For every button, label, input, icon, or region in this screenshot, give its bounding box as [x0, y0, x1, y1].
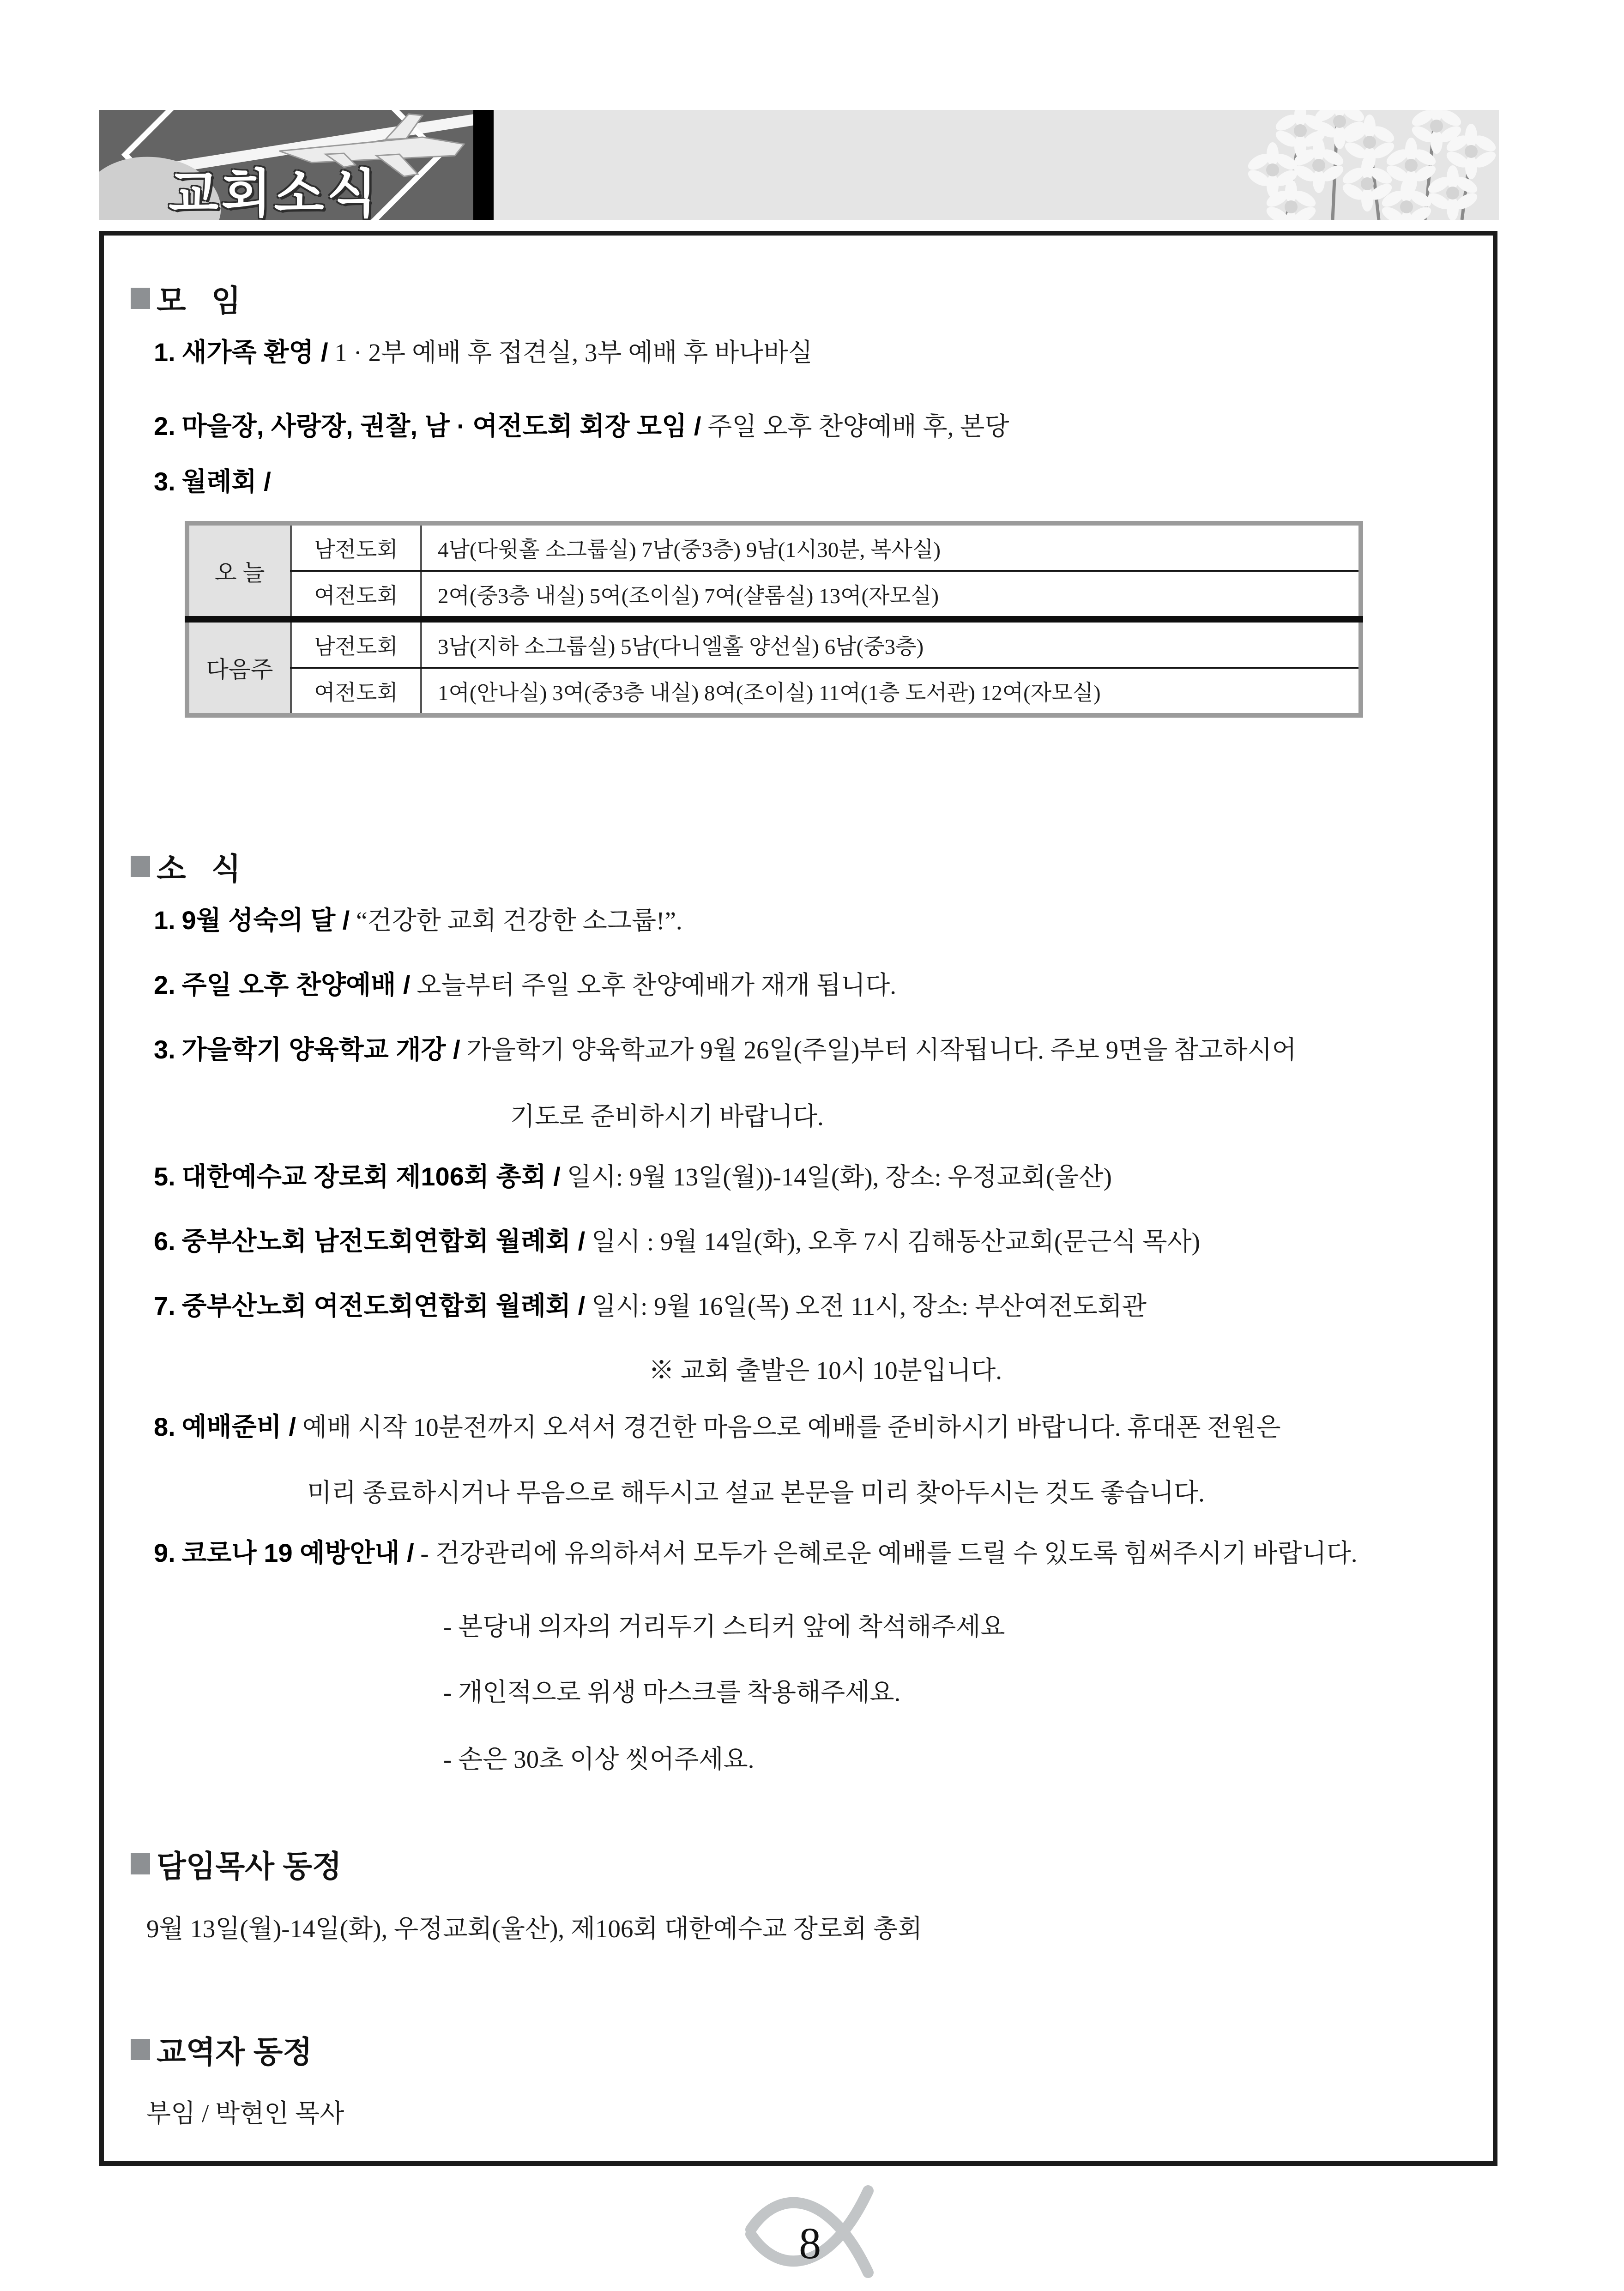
- item-number: 2.: [154, 411, 175, 441]
- item-number: 7.: [154, 1291, 175, 1320]
- item-label: 새가족 환영 /: [181, 338, 328, 367]
- item-label: 예배준비 /: [181, 1412, 296, 1441]
- news-item-7: [154, 1290, 1147, 1323]
- square-bullet-icon: [131, 288, 150, 309]
- item-label: 가을학기 양육학교 개강 /: [181, 1035, 460, 1064]
- item-text: 오늘부터 주일 오후 찬양예배가 재개 됩니다.: [417, 971, 897, 999]
- news-item-2: [154, 969, 896, 1002]
- news-item-7-note: ※ 교회 출발은 10시 10분입니다.: [649, 1356, 1002, 1384]
- header-photo: [99, 110, 473, 220]
- meeting-item-1: [154, 336, 813, 369]
- content-box: [99, 231, 1497, 2166]
- item-label: 주일 오후 찬양예배 /: [181, 970, 411, 999]
- page-banner-title: 교회소식: [169, 165, 380, 220]
- news-item-8-line2: 미리 종료하시거나 무음으로 해두시고 설교 본문을 미리 찾아두시는 것도 좋습니다.: [307, 1479, 1205, 1507]
- meeting-item-2: [154, 410, 1009, 443]
- table-period-cell: 오 늘: [187, 523, 291, 619]
- item-number: 6.: [154, 1227, 175, 1256]
- item-number: 1.: [154, 338, 175, 367]
- item-number: 1.: [154, 906, 175, 935]
- square-bullet-icon: [131, 2039, 150, 2060]
- item-text: 일시: 9월 13일(월))-14일(화), 장소: 우정교회(울산): [567, 1163, 1112, 1191]
- meeting-item-3: [154, 465, 271, 498]
- section-pastor-title: 담임목사 동정: [157, 1849, 342, 1883]
- item-number: 2.: [154, 970, 175, 999]
- page-footer: [743, 2178, 881, 2284]
- table-detail-cell: 3남(지하 소그룹실) 5남(다니엘홀 양선실) 6남(중3층): [421, 619, 1361, 668]
- square-bullet-icon: [131, 1853, 150, 1874]
- item-number: 9.: [154, 1538, 175, 1567]
- news-item-3-line2: 기도로 준비하시기 바랍니다.: [510, 1102, 824, 1130]
- news-item-9: [154, 1537, 1358, 1570]
- item-text: “건강한 교회 건강한 소그룹!”.: [356, 907, 682, 935]
- table-org-cell: 남전도회: [291, 523, 421, 571]
- table-detail-cell: 1여(안나실) 3여(중3층 내실) 8여(조이실) 11여(1층 도서관) 12여(자모실): [421, 668, 1361, 715]
- item-number: 3.: [154, 1035, 175, 1064]
- table-org-cell: 남전도회: [291, 619, 421, 668]
- item-number: 5.: [154, 1162, 175, 1191]
- news-item-9-sub-2: - 개인적으로 위생 마스크를 착용해주세요.: [443, 1678, 901, 1706]
- table-detail-cell: 2여(중3층 내실) 5여(조이실) 7여(샬롬실) 13여(자모실): [421, 571, 1361, 619]
- news-item-9-sub-3: - 손은 30초 이상 씻어주세요.: [443, 1745, 755, 1773]
- monthly-meeting-table: [185, 521, 1363, 718]
- square-bullet-icon: [131, 856, 150, 877]
- table-org-cell: 여전도회: [291, 668, 421, 715]
- item-label: 코로나 19 예방안내 /: [181, 1538, 414, 1567]
- news-item-5: [154, 1161, 1112, 1193]
- item-label: 9월 성숙의 달 /: [181, 906, 350, 935]
- news-item-9-sub-1: - 본당내 의자의 거리두기 스티커 앞에 착석해주세요: [443, 1613, 1005, 1641]
- item-text: 예배 시작 10분전까지 오셔서 경건한 마음으로 예배를 준비하시기 바랍니다. 휴대폰 전원은: [302, 1413, 1281, 1441]
- staff-text: 부임 / 박현인 목사: [146, 2099, 344, 2128]
- item-number: 8.: [154, 1412, 175, 1441]
- item-label: 마을장, 사랑장, 권찰, 남 · 여전도회 회장 모임 /: [181, 411, 701, 441]
- pastor-text: 9월 13일(월)-14일(화), 우정교회(울산), 제106회 대한예수교 장로회 총회: [146, 1915, 923, 1943]
- item-text: 가을학기 양육학교가 9월 26일(주일)부터 시작됩니다. 주보 9면을 참고하시어: [466, 1036, 1297, 1064]
- item-text: 1 · 2부 예배 후 접견실, 3부 예배 후 바나바실: [334, 339, 813, 367]
- item-label: 중부산노회 남전도회연합회 월례회 /: [181, 1227, 586, 1256]
- header-divider-bar: [473, 110, 494, 220]
- section-meeting-title: 모 임: [157, 284, 241, 318]
- news-item-1: [154, 904, 682, 937]
- section-meeting-header: [131, 276, 241, 320]
- header-band: [99, 110, 1499, 220]
- item-label: 중부산노회 여전도회연합회 월례회 /: [181, 1291, 586, 1320]
- item-text: - 건강관리에 유의하셔서 모두가 은혜로운 예배를 드릴 수 있도록 힘써주시기 바랍니다.: [420, 1539, 1358, 1567]
- news-item-6: [154, 1225, 1200, 1258]
- table-detail-cell: 4남(다윗홀 소그룹실) 7남(중3층) 9남(1시30분, 복사실): [421, 523, 1361, 571]
- page-number: 8: [799, 2218, 821, 2268]
- section-staff-title: 교역자 동정: [157, 2035, 313, 2069]
- section-news-title: 소 식: [157, 852, 241, 886]
- item-text: 일시: 9월 16일(목) 오전 11시, 장소: 부산여전도회관: [591, 1292, 1147, 1320]
- section-pastor-header: [131, 1842, 342, 1886]
- table-org-cell: 여전도회: [291, 571, 421, 619]
- item-number: 3.: [154, 467, 175, 496]
- item-text: 주일 오후 찬양예배 후, 본당: [707, 412, 1009, 441]
- table-period-cell: 다음주: [187, 619, 291, 715]
- news-item-3: [154, 1034, 1297, 1066]
- section-news-header: [131, 844, 241, 888]
- item-text: 일시 : 9월 14일(화), 오후 7시 김해동산교회(문근식 목사): [591, 1227, 1200, 1256]
- section-staff-header: [131, 2027, 312, 2071]
- flowers-image: [1231, 110, 1499, 220]
- news-item-8: [154, 1411, 1281, 1444]
- item-label: 월례회 /: [181, 467, 271, 496]
- item-label: 대한예수교 장로회 제106회 총회 /: [181, 1162, 561, 1191]
